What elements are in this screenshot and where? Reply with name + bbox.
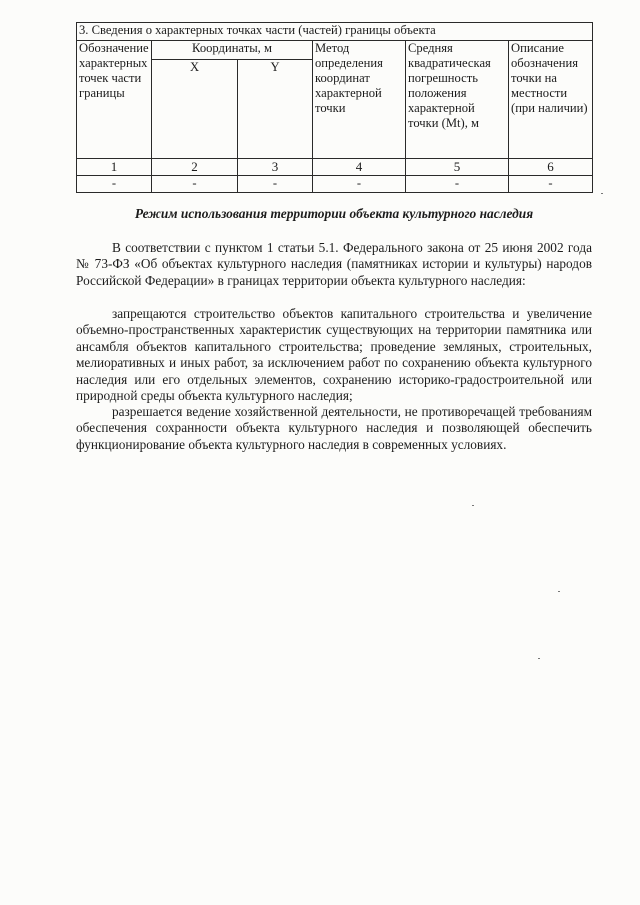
paragraph-law-reference: В соответствии с пунктом 1 статьи 5.1. Федерального закона от 25 июня 2002 года № 73-ФЗ «Об объектах культурного наследия (памятниках истории и культуры) народов Российской Федерации» в границах территории объекта культурного наследия: [76,240,592,288]
header-designation: Обозначение характерных точек части границы [77,41,152,159]
column-index-row [77,159,593,176]
header-description: Описание обозначения точки на местности (при наличии) [509,41,593,159]
table-caption: 3. Сведения о характерных точках части (частей) границы объекта [77,23,593,41]
column-index: 1 [77,159,152,176]
table-cell: - [509,176,593,193]
header-y: Y [238,60,313,159]
characteristic-points-table [76,22,593,193]
table-cell: - [313,176,406,193]
column-index: 6 [509,159,593,176]
header-x: X [152,60,238,159]
scan-speck [472,505,474,506]
column-index: 4 [313,159,406,176]
column-index: 5 [406,159,509,176]
scan-speck [538,658,540,659]
column-index: 3 [238,159,313,176]
scan-speck [601,193,603,194]
header-method: Метод определения координат характерной точки [313,41,406,159]
paragraph-permissions: разрешается ведение хозяйственной деятельности, не противоречащей требованиям обеспечения сохранности объекта культурного наследия и позволяющей обеспечить функционирование объекта культурного наследия в современных условиях. [76,404,592,452]
table-cell: - [406,176,509,193]
scan-speck [558,591,560,592]
table-cell: - [77,176,152,193]
section-heading: Режим использования территории объекта культурного наследия [134,206,534,221]
table-cell: - [152,176,238,193]
header-coordinates: Координаты, м [152,41,313,60]
paragraph-prohibitions: запрещаются строительство объектов капитального строительства и увеличение объемно-пространственных характеристик существующих на территории памятника или ансамбля объектов капитального строительства; проведение земляных, строительных, мелиоративных и иных работ, за исключением работ по сохранению объекта культурного наследия или его отдельных элементов, сохранению историко-градостроительной или природной среды объекта культурного наследия; [76,306,592,404]
column-index: 2 [152,159,238,176]
table-row [77,176,593,193]
table-cell: - [238,176,313,193]
header-accuracy: Средняя квадратическая погрешность положения характерной точки (Mt), м [406,41,509,159]
